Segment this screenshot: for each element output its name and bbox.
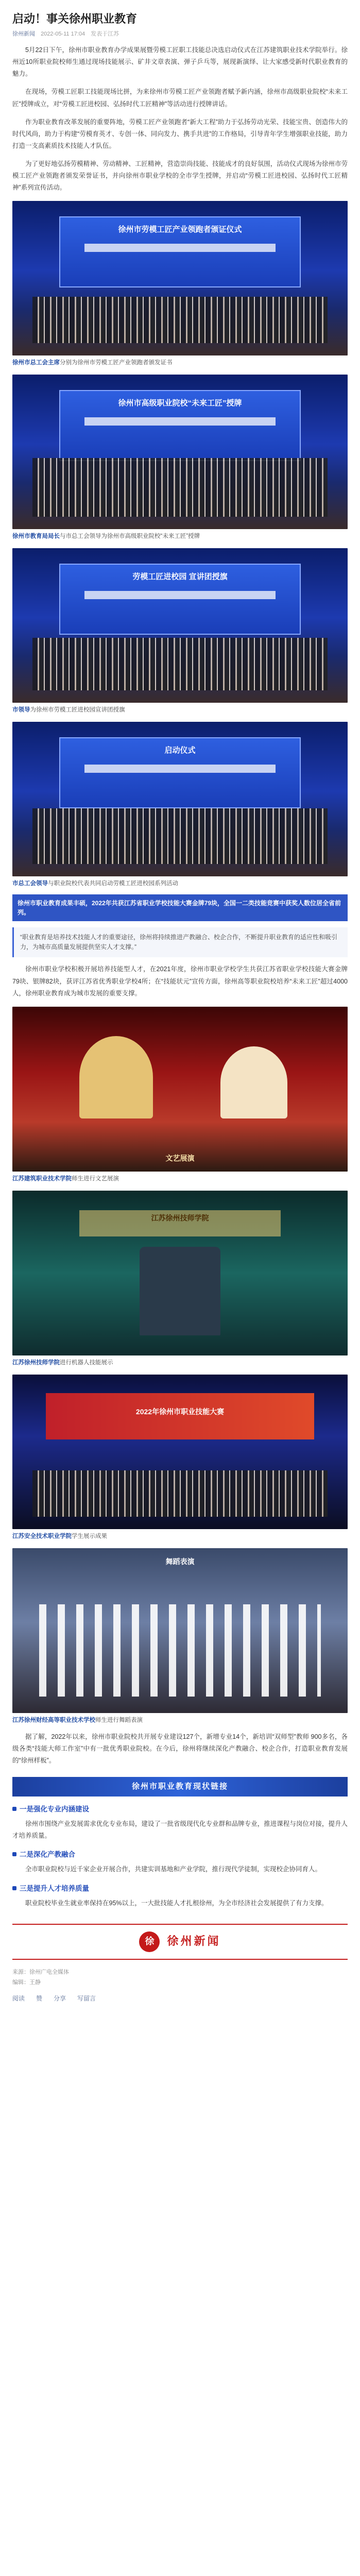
share-button[interactable]: 分享 <box>54 1994 66 2002</box>
footer-source: 来源：徐州广电全媒体 <box>12 1969 69 1975</box>
section-head: 三是提升人才培养质量 <box>12 1883 348 1894</box>
section-1 <box>12 1804 348 1842</box>
read-count: 阅读 <box>12 1994 25 2002</box>
photo-award-ceremony[interactable] <box>12 201 348 355</box>
screen-text: 徐州市劳模工匠产业领跑者颁证仪式 <box>118 225 242 234</box>
photo-flag-presentation[interactable] <box>12 548 348 703</box>
footer-meta <box>12 1967 348 1988</box>
screen-text: 启动仪式 <box>164 746 196 755</box>
logo-mark-icon: 徐 <box>139 1931 160 1952</box>
bullet-icon <box>12 1886 16 1890</box>
robot-figure <box>140 1247 220 1336</box>
section-body: 徐州市围绕产业发展需求优化专业布局，建设了一批省级现代化专业群和品牌专业，推进课程与岗位对接，提升人才培养质量。 <box>12 1820 348 1840</box>
section-banner: 徐州市职业教育现状链接 <box>12 1777 348 1797</box>
photo-launch-ceremony[interactable] <box>12 722 348 876</box>
like-button[interactable]: 赞 <box>36 1994 43 2002</box>
section-head: 一是强化专业内涵建设 <box>12 1804 348 1815</box>
section-3 <box>12 1883 348 1909</box>
figure-6 <box>12 1191 348 1367</box>
stage-text: 舞蹈表演 <box>165 1557 195 1566</box>
figure-1 <box>12 201 348 367</box>
figure-caption-7: 江苏安全技术职业学院学生展示成果 <box>12 1533 107 1539</box>
figure-8 <box>12 1548 348 1725</box>
figure-caption-5: 江苏建筑职业技术学院师生进行文艺展演 <box>12 1175 119 1182</box>
banner-text: 2022年徐州市职业技能大赛 <box>135 1407 225 1416</box>
figure-3 <box>12 548 348 715</box>
publish-date: 2022-05-11 17:04 <box>41 31 85 37</box>
quote-block: “职业教育是培养技术技能人才的重要途径，徐州将持续推进产教融合、校企合作，不断提升职业教育的适应性和吸引力，为城市高质量发展提供坚实人才支撑。” <box>12 927 348 957</box>
account-link[interactable]: 徐州新闻 <box>12 31 35 37</box>
section-body: 职业院校毕业生就业率保持在95%以上，一大批技能人才扎根徐州，为全市经济社会发展提供了有力支撑。 <box>25 1899 328 1907</box>
paragraph-2: 在现场，劳模工匠职工技能现场比拼，为来徐州市劳模工匠产业领跑者赋予新内涵，徐州市高级职业院校“未来工匠”授牌成立，对“劳模工匠进校园、弘扬时代工匠精神”等活动进行授牌讲话。 <box>12 88 348 108</box>
bullet-icon <box>12 1852 16 1856</box>
highlight-strip: 徐州市职业教育成果丰硕，2022年共获江苏省职业学校技能大赛金牌79块，全国一二类技能竞赛中获奖人数位居全省前列。 <box>12 894 348 921</box>
figure-caption-2: 徐州市教育局局长与市总工会领导为徐州市高级职业院校“未来工匠”授牌 <box>12 533 200 540</box>
people-row <box>32 297 328 343</box>
paragraph-4: 为了更好地弘扬劳模精神、劳动精神、工匠精神，营造崇尚技能、技能成才的良好氛围，活动仪式现场为徐州市劳模工匠产业领跑者颁发荣誉证书，并向徐州市职业学校的全市学生授牌，并启动“劳模工匠进校园、弘扬时代工匠精神”系列宣传活动。 <box>12 160 348 192</box>
figure-caption-8: 江苏徐州财经高等职业技术学校师生进行舞蹈表演 <box>12 1717 143 1723</box>
comment-button[interactable]: 写留言 <box>77 1994 96 2002</box>
banner-text: 江苏徐州技师学院 <box>151 1214 209 1223</box>
footer-logo <box>12 1924 348 1960</box>
figure-4 <box>12 722 348 888</box>
figure-caption-3: 市领导为徐州市劳模工匠进校园宣讲团授旗 <box>12 707 125 714</box>
photo-future-craftsman[interactable] <box>12 375 348 529</box>
paragraph-5: 徐州市职业学校积极开展培养技能型人才，在2021年度，徐州市职业学校学生共获江苏省职业学校技能大赛金牌79块、银牌82块，获评江苏省优秀职业学校4所；在“技能状元”宣传方面，徐州高等职业院校培养“未来工匠”超过4000人，徐州职业教育成为城市发展的重要支撑。 <box>12 965 348 997</box>
section-2 <box>12 1849 348 1875</box>
paragraph-1: 5月22日下午，徐州市职业教育办学成果展暨劳模工匠职工技能总决选启动仪式在江苏建筑职业技术学院举行。徐州近10所职业院校师生通过现场技能展示、矿井文章表演、弹子乒乓等，展现新演绎、让大家感受新时代职业教育的魅力。 <box>12 46 348 78</box>
photo-robot-demo[interactable] <box>12 1191 348 1355</box>
figure-caption-6: 江苏徐州技师学院进行机器人技能展示 <box>12 1359 113 1366</box>
figure-caption-4: 市总工会领导与职业院校代表共同启动劳模工匠进校园系列活动 <box>12 880 178 887</box>
paragraph-3: 作为职业教育改革发展的重要阵地，劳模工匠产业领跑者“新大工程”助力于弘扬劳动光荣、技能宝贵、创造伟大的时代风尚，助力于构建“劳模育英才、专创一体、同向发力、携手共进”的工作格局，引导青年学生增强职业技能，助力打造一支高素质技术技能人才队伍。 <box>12 118 348 149</box>
figure-7 <box>12 1375 348 1541</box>
article-title: 启动！事关徐州职业教育 <box>12 12 138 25</box>
section-body: 全市职业院校与近千家企业开展合作，共建实训基地和产业学院，推行现代学徒制，实现校企协同育人。 <box>25 1866 322 1873</box>
photo-skills-contest[interactable] <box>12 1375 348 1529</box>
screen-text: 徐州市高级职业院校“未来工匠”授牌 <box>118 399 242 408</box>
article-actions <box>12 1993 348 2004</box>
section-head: 二是深化产教融合 <box>12 1849 348 1860</box>
footer-editor: 编辑：王静 <box>12 1979 41 1986</box>
logo-name: 徐州新闻 <box>167 1935 221 1948</box>
stage-text: 文艺展演 <box>165 1154 195 1162</box>
bullet-icon <box>12 1807 16 1811</box>
photo-art-performance[interactable] <box>12 1007 348 1172</box>
article-meta <box>12 30 348 38</box>
figure-caption-1: 徐州市总工会主席分别为徐州市劳模工匠产业领跑者颁发证书 <box>12 360 173 366</box>
photo-dance-show[interactable] <box>12 1548 348 1713</box>
paragraph-6: 据了解，2022年以来，徐州市职业院校共开展专业建设127个，新增专业14个，新培训“双师型”教师 900多名，各级各类“技能大师工作室”中有一批优秀职业院校。在今后，徐州将继续深化产教融合、校企合作，打造职业教育发展的“徐州样板”。 <box>12 1733 348 1764</box>
figure-2 <box>12 375 348 541</box>
publish-location: 发表于江苏 <box>91 31 119 37</box>
figure-5 <box>12 1007 348 1183</box>
screen-text: 劳模工匠进校园 宣讲团授旗 <box>132 572 228 582</box>
